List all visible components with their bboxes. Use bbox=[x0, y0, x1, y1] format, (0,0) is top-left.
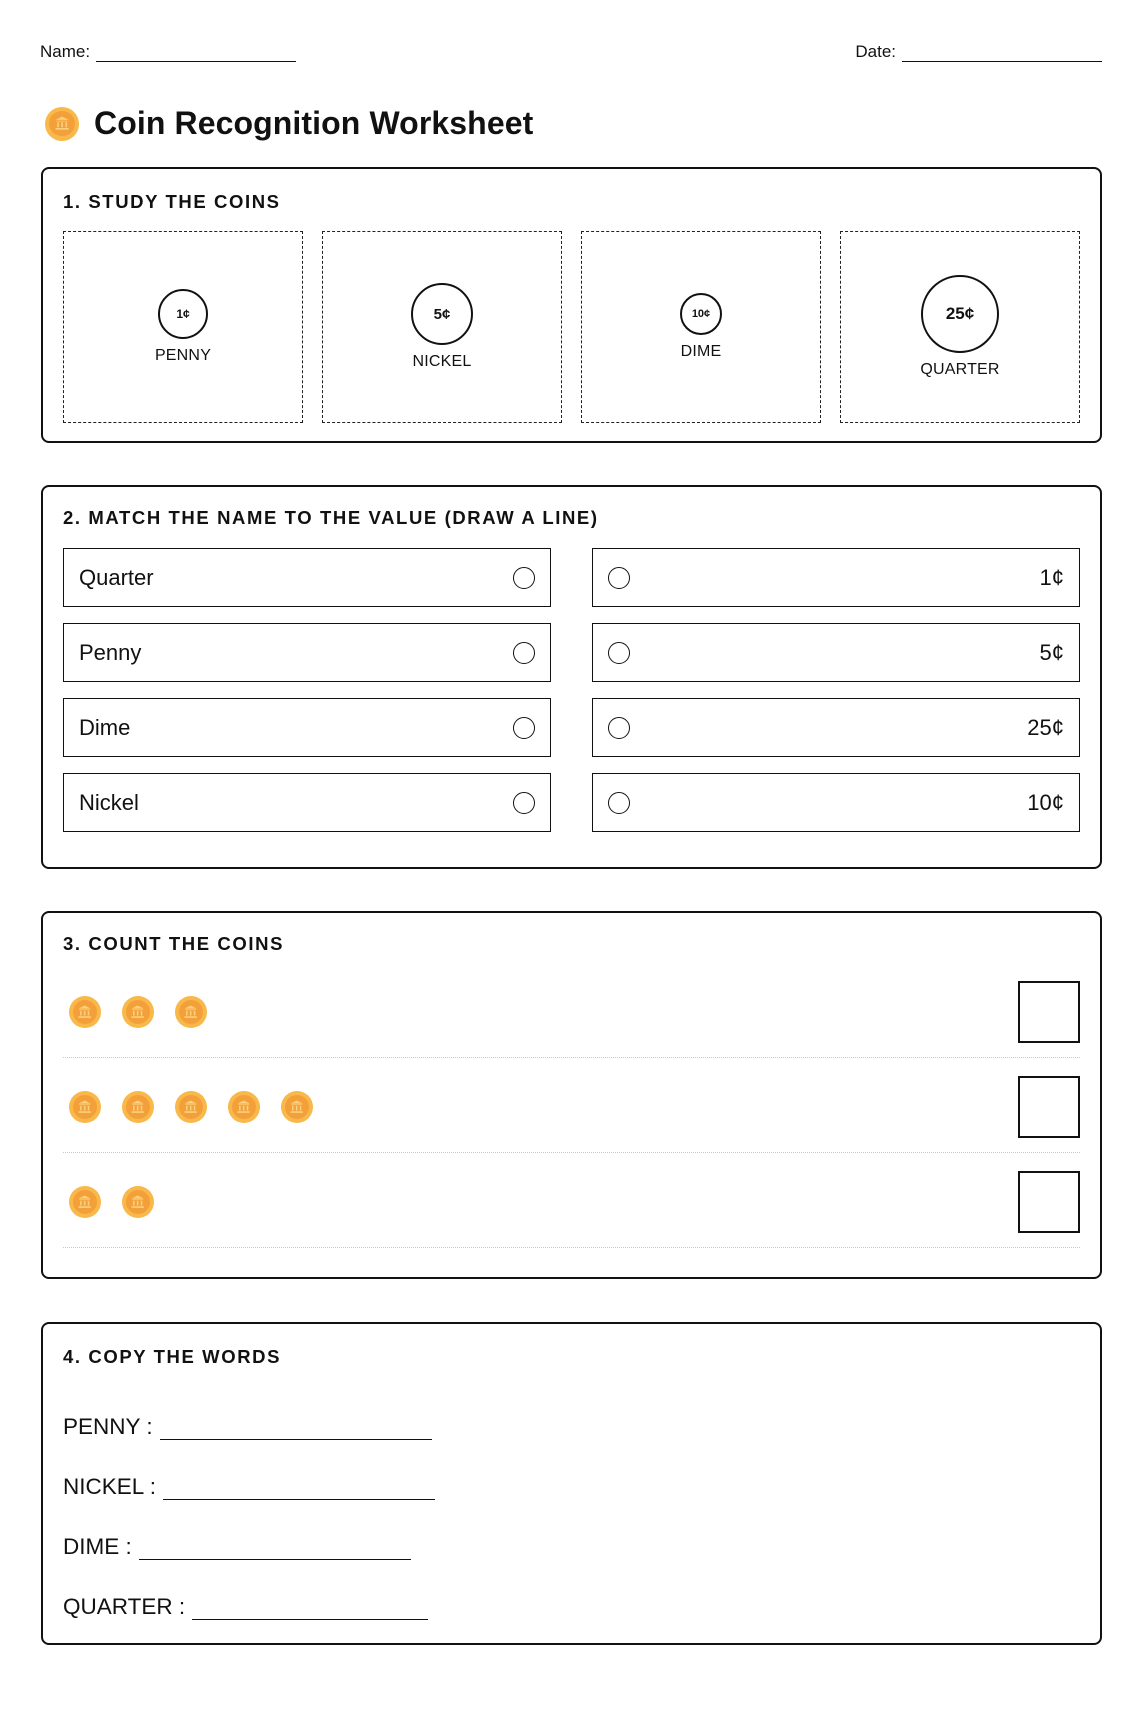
coin-icon bbox=[122, 996, 154, 1028]
name-label: Name: bbox=[40, 42, 91, 61]
section-study-coins bbox=[41, 167, 1102, 443]
match-name-label: Dime bbox=[79, 714, 131, 740]
copy-row bbox=[63, 1574, 435, 1634]
name-write-line[interactable] bbox=[96, 44, 296, 62]
match-name-box bbox=[63, 698, 551, 757]
copy-word-label: DIME : bbox=[63, 1534, 132, 1559]
coin-card-dime bbox=[581, 231, 821, 423]
title-row bbox=[45, 105, 533, 142]
coin-card-nickel bbox=[322, 231, 562, 423]
coin-name-label: QUARTER bbox=[920, 361, 1000, 378]
coin-icon bbox=[45, 107, 79, 141]
coin-icon bbox=[122, 1091, 154, 1123]
match-grid bbox=[63, 548, 1080, 832]
section-heading: 2. MATCH THE NAME TO THE VALUE (DRAW A LINE) bbox=[63, 507, 599, 528]
worksheet-header bbox=[40, 38, 1102, 62]
match-value-box bbox=[592, 548, 1080, 607]
match-name-box bbox=[63, 623, 551, 682]
coin-icon bbox=[281, 1091, 313, 1123]
name-field[interactable] bbox=[40, 42, 296, 62]
match-dot-right[interactable] bbox=[608, 567, 630, 589]
match-dot-left[interactable] bbox=[513, 717, 535, 739]
match-value-box bbox=[592, 698, 1080, 757]
coin-icon bbox=[69, 996, 101, 1028]
coin-name-label: NICKEL bbox=[412, 353, 472, 370]
copy-row bbox=[63, 1394, 435, 1454]
copy-write-line[interactable] bbox=[139, 1540, 411, 1560]
coin-icon bbox=[69, 1091, 101, 1123]
section-match bbox=[41, 485, 1102, 869]
coin-name-label: DIME bbox=[680, 343, 722, 360]
coin-name-label: PENNY bbox=[154, 347, 212, 364]
copy-word-label: QUARTER : bbox=[63, 1594, 186, 1619]
answer-box[interactable] bbox=[1018, 1171, 1080, 1233]
match-name-box bbox=[63, 548, 551, 607]
coin-outline: 25¢ bbox=[921, 275, 999, 353]
date-field[interactable] bbox=[855, 42, 1102, 62]
match-value-box bbox=[592, 623, 1080, 682]
answer-box[interactable] bbox=[1018, 1076, 1080, 1138]
coin-outline: 1¢ bbox=[158, 289, 208, 339]
copy-write-line[interactable] bbox=[163, 1480, 435, 1500]
match-dot-right[interactable] bbox=[608, 717, 630, 739]
match-value-label: 5¢ bbox=[1039, 639, 1064, 665]
copy-row bbox=[63, 1514, 435, 1574]
match-value-box bbox=[592, 773, 1080, 832]
coin-card-quarter bbox=[840, 231, 1080, 423]
count-row bbox=[63, 963, 1080, 1058]
section-heading: 4. COPY THE WORDS bbox=[63, 1346, 282, 1367]
match-name-label: Nickel bbox=[79, 789, 139, 815]
date-write-line[interactable] bbox=[902, 44, 1102, 62]
coin-icon bbox=[228, 1091, 260, 1123]
coin-group bbox=[63, 996, 207, 1028]
copy-word-label: NICKEL : bbox=[63, 1474, 156, 1499]
copy-write-line[interactable] bbox=[192, 1600, 428, 1620]
section-copy-words bbox=[41, 1322, 1102, 1645]
coin-group bbox=[63, 1186, 154, 1218]
match-dot-right[interactable] bbox=[608, 642, 630, 664]
match-name-box bbox=[63, 773, 551, 832]
match-dot-left[interactable] bbox=[513, 792, 535, 814]
coin-icon bbox=[175, 1091, 207, 1123]
match-dot-left[interactable] bbox=[513, 642, 535, 664]
match-value-label: 10¢ bbox=[1027, 789, 1064, 815]
match-dot-left[interactable] bbox=[513, 567, 535, 589]
copy-word-label: PENNY : bbox=[63, 1414, 153, 1439]
coin-group bbox=[63, 1091, 313, 1123]
match-value-label: 25¢ bbox=[1027, 714, 1064, 740]
copy-row bbox=[63, 1454, 435, 1514]
coin-icon bbox=[69, 1186, 101, 1218]
coin-icon bbox=[122, 1186, 154, 1218]
count-row bbox=[63, 1058, 1080, 1153]
page-title: Coin Recognition Worksheet bbox=[94, 105, 534, 141]
coin-outline: 5¢ bbox=[411, 283, 473, 345]
coin-card-penny bbox=[63, 231, 303, 423]
match-name-label: Quarter bbox=[79, 564, 154, 590]
coin-cards bbox=[63, 231, 1080, 423]
count-row bbox=[63, 1153, 1080, 1248]
copy-rows bbox=[63, 1394, 435, 1634]
coin-icon bbox=[175, 996, 207, 1028]
match-name-label: Penny bbox=[79, 639, 142, 665]
match-dot-right[interactable] bbox=[608, 792, 630, 814]
coin-outline: 10¢ bbox=[680, 293, 722, 335]
answer-box[interactable] bbox=[1018, 981, 1080, 1043]
match-value-label: 1¢ bbox=[1039, 564, 1064, 590]
date-label: Date: bbox=[855, 42, 896, 61]
section-heading: 3. COUNT THE COINS bbox=[63, 933, 285, 954]
count-rows bbox=[63, 963, 1080, 1248]
copy-write-line[interactable] bbox=[160, 1420, 432, 1440]
section-heading: 1. STUDY THE COINS bbox=[63, 191, 281, 212]
section-count-coins bbox=[41, 911, 1102, 1279]
